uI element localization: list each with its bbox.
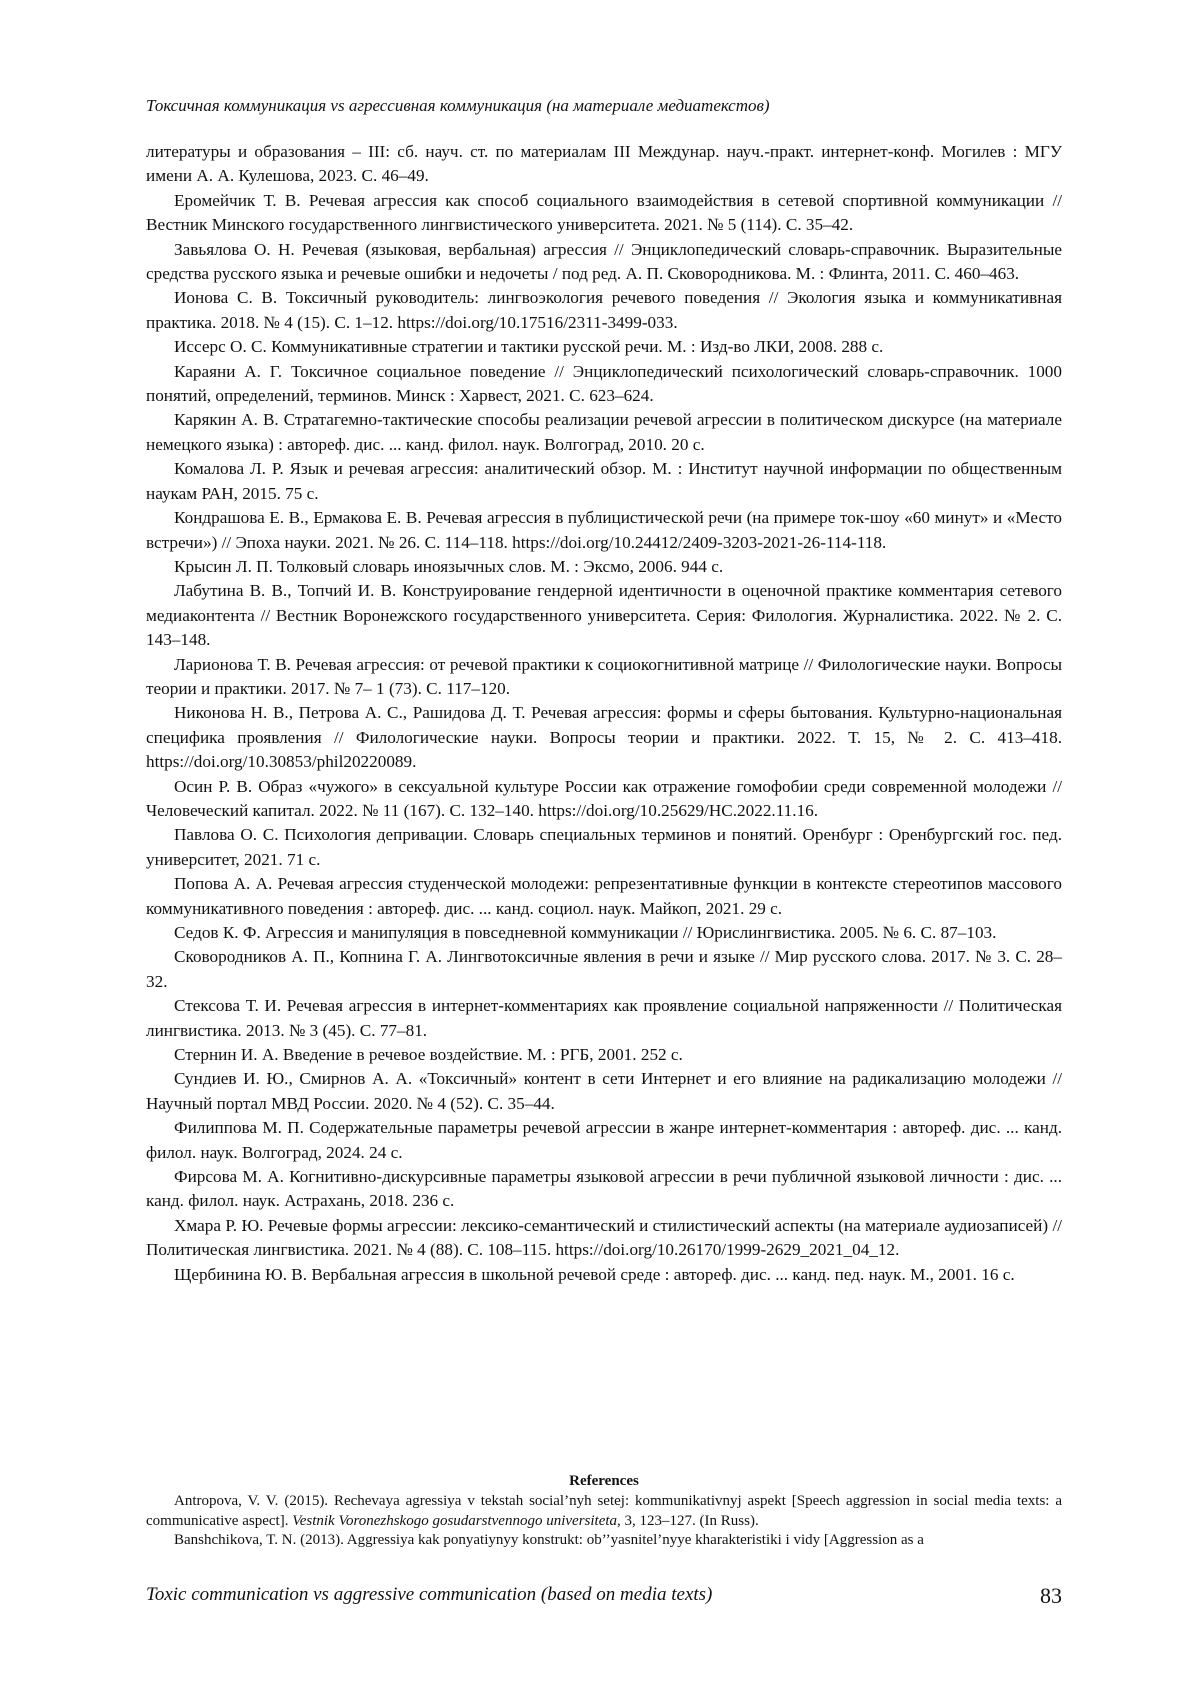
reference-entry: Крысин Л. П. Толковый словарь иноязычных слов. М. : Эксмо, 2006. 944 с.: [174, 556, 724, 576]
reference-entry: Седов К. Ф. Агрессия и манипуляция в повседневной коммуникации // Юрислингвистика. 2005. № 6. С. 87–103.: [174, 923, 997, 942]
reference-text: Banshchikova, T. N. (2013). Aggressiya kak ponyatiynyy konstrukt: ob’’yasnitel’nyye kharakteristiki i vidy [Aggression as a: [174, 1532, 924, 1548]
reference-entry: Еромейчик Т. В. Речевая агрессия как способ социального взаимодействия в сетевой спортивной коммуникации // Вестник Минского государственного лингвистического университета. 2021. № 5 (114). С. 35–42.: [146, 190, 1062, 235]
journal-title: Vestnik Voronezhskogo gosudarstvennogo universiteta: [292, 1512, 618, 1529]
reference-text: Antropova, V. V. (2015). Rechevaya agressiya v tekstah social’nyh setej: kommunikativnyj aspekt [Speech aggression in social media texts: a communicative aspect].: [146, 1493, 1062, 1529]
reference-entry: Осин Р. В. Образ «чужого» в сексуальной культуре России как отражение гомофобии среди современной молодежи // Человеческий капитал. 2022. № 11 (167). С. 132–140. https://doi.org/10.25629/HC.2022.11.16.: [146, 776, 1062, 820]
reference-entry: Караяни А. Г. Токсичное социальное поведение // Энциклопедический психологический словарь-справочник. 1000 понятий, определений, терминов. Минск : Харвест, 2021. С. 623–624.: [146, 361, 1062, 406]
reference-entry: Ионова С. В. Токсичный руководитель: лингвоэкология речевого поведения // Экология языка и коммуникативная практика. 2018. № 4 (15). С. 1–12. https://doi.org/10.17516/2311-3499-033.: [146, 288, 1062, 332]
reference-entry: Стернин И. А. Введение в речевое воздействие. М. : РГБ, 2001. 252 с.: [174, 1045, 683, 1065]
reference-entry: Кондрашова Е. В., Ермакова Е. В. Речевая агрессия в публицистической речи (на примере ток-шоу «60 минут» и «Место встречи») // Эпоха науки. 2021. № 26. С. 114–118. https://doi.org/10.24412/2409-3203-2021-26-114-118.: [146, 508, 1062, 552]
reference-entry: Попова А. А. Речевая агрессия студенческой молодежи: репрезентативные функции в контексте стереотипов массового коммуникативного поведения : автореф. дис. ... канд. социол. наук. Майкоп, 2021. 29 с.: [146, 874, 1062, 918]
reference-entry: Стексова Т. И. Речевая агрессия в интернет-комментариях как проявление социальной напряженности // Политическая лингвистика. 2013. № 3 (45). С. 77–81.: [146, 996, 1062, 1040]
reference-entry: литературы и образования – III: сб. науч. ст. по материалам III Междунар. науч.-практ. интернет-конф. Могилев : МГУ имени А. А. Кулешова, 2023. С. 46–49.: [146, 142, 1062, 186]
reference-entry-en: [146, 1492, 1062, 1531]
reference-entry: Павлова О. С. Психология депривации. Словарь специальных терминов и понятий. Оренбург : Оренбургский гос. пед. университет, 2021. 71 с.: [146, 825, 1062, 869]
reference-entry: Сковородников А. П., Копнина Г. А. Лингвотоксичные явления в речи и языке // Мир русского слова. 2017. № 3. С. 28–32.: [146, 947, 1062, 991]
reference-entry: Щербинина Ю. В. Вербальная агрессия в школьной речевой среде : автореф. дис. ... канд. пед. наук. М., 2001. 16 с.: [174, 1264, 1015, 1284]
reference-text: , 3, 123–127. (In Russ).: [617, 1512, 759, 1529]
reference-entry-en: [146, 1531, 1062, 1551]
references-heading: References: [569, 1473, 639, 1489]
reference-entry: Хмара Р. Ю. Речевые формы агрессии: лексико-семантический и стилистический аспекты (на материале аудиозаписей) // Политическая лингвистика. 2021. № 4 (88). С. 108–115. https://doi.org/10.26170/1999-2629_2021_04_12.: [146, 1215, 1062, 1260]
reference-entry: Завьялова О. Н. Речевая (языковая, вербальная) агрессия // Энциклопедический словарь-справочник. Выразительные средства русского языка и речевые ошибки и недочеты / под ред. А. П. Сковородникова. М. : Флинта, 2011. С. 460–463.: [146, 239, 1062, 284]
reference-entry: Карякин А. В. Стратагемно-тактические способы реализации речевой агрессии в политическом дискурсе (на материале немецкого языка) : автореф. дис. ... канд. филол. наук. Волгоград, 2010. 20 с.: [146, 410, 1062, 454]
page-number: 83: [1040, 1583, 1062, 1608]
running-title: Токсичная коммуникация vs агрессивная коммуникация (на материале медиатекстов): [146, 96, 770, 115]
reference-entry: Иссерс О. С. Коммуникативные стратегии и тактики русской речи. М. : Изд-во ЛКИ, 2008. 288 с.: [174, 337, 884, 357]
reference-list-ru: [146, 140, 1062, 1287]
reference-entry: Филиппова М. П. Содержательные параметры речевой агрессии в жанре интернет-комментария : автореф. дис. ... канд. филол. наук. Волгоград, 2024. 24 с.: [146, 1118, 1062, 1162]
reference-entry: Ларионова Т. В. Речевая агрессия: от речевой практики к социокогнитивной матрице // Филологические науки. Вопросы теории и практики. 2017. № 7– 1 (73). С. 117–120.: [146, 654, 1062, 698]
reference-entry: Фирсова М. А. Когнитивно-дискурсивные параметры языковой агрессии в речи публичной языковой личности : дис. ... канд. филол. наук. Астрахань, 2018. 236 с.: [146, 1167, 1062, 1211]
reference-list-en: [146, 1492, 1062, 1551]
reference-entry: Лабутина В. В., Топчий И. В. Конструирование гендерной идентичности в оценочной практике комментария сетевого медиаконтента // Вестник Воронежского государственного университета. Серия: Филология. Журналистика. 2022. № 2. С. 143–148.: [146, 581, 1062, 650]
reference-entry: Никонова Н. В., Петрова А. С., Рашидова Д. Т. Речевая агрессия: формы и сферы бытования. Культурно-национальная специфика проявления // Филологические науки. Вопросы теории и практики. 2022. Т. 15, № 2. С. 413–418. https://doi.org/10.30853/phil20220089.: [146, 703, 1062, 772]
footer-title: Toxic communication vs aggressive communication (based on media texts): [146, 1584, 713, 1605]
reference-entry: Комалова Л. Р. Язык и речевая агрессия: аналитический обзор. М. : Институт научной информации по общественным наукам РАН, 2015. 75 с.: [146, 459, 1062, 503]
reference-entry: Сундиев И. Ю., Смирнов А. А. «Токсичный» контент в сети Интернет и его влияние на радикализацию молодежи // Научный портал МВД России. 2020. № 4 (52). С. 35–44.: [146, 1069, 1062, 1113]
